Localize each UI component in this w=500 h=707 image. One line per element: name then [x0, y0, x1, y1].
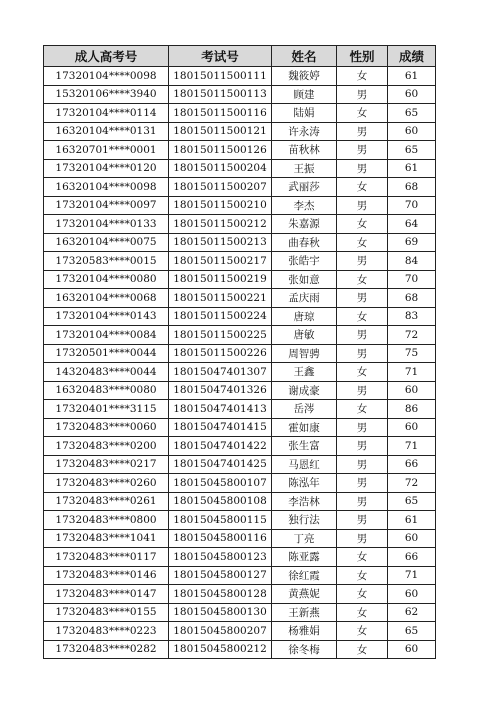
cell-gender: 女 [337, 585, 388, 604]
table-row [44, 603, 436, 622]
cell-score: 71 [388, 363, 436, 382]
cell-test-number: 18015047401413 [169, 400, 272, 419]
cell-exam-id: 17320104****0084 [44, 326, 169, 345]
table-row [44, 289, 436, 308]
table-row [44, 67, 436, 86]
cell-score: 66 [388, 455, 436, 474]
cell-test-number: 18015011500225 [169, 326, 272, 345]
table-row [44, 159, 436, 178]
cell-gender: 男 [337, 437, 388, 456]
cell-name: 张如意 [272, 270, 337, 289]
cell-gender: 男 [337, 289, 388, 308]
column-header-test-number: 考试号 [169, 46, 272, 67]
cell-exam-id: 17320104****0097 [44, 196, 169, 215]
cell-gender: 女 [337, 400, 388, 419]
cell-name: 周智骋 [272, 344, 337, 363]
cell-test-number: 18015011500210 [169, 196, 272, 215]
cell-gender: 女 [337, 548, 388, 567]
table-row [44, 511, 436, 530]
cell-score: 68 [388, 289, 436, 308]
cell-test-number: 18015011500204 [169, 159, 272, 178]
table-row [44, 85, 436, 104]
cell-exam-id: 17320483****0260 [44, 474, 169, 493]
cell-name: 徐冬梅 [272, 640, 337, 659]
cell-gender: 男 [337, 474, 388, 493]
table-row [44, 640, 436, 659]
table-row [44, 233, 436, 252]
cell-name: 李浩林 [272, 492, 337, 511]
cell-gender: 女 [337, 104, 388, 123]
cell-exam-id: 17320583****0015 [44, 252, 169, 271]
cell-gender: 男 [337, 529, 388, 548]
cell-exam-id: 17320483****1041 [44, 529, 169, 548]
cell-name: 谢成豪 [272, 381, 337, 400]
cell-test-number: 18015045800123 [169, 548, 272, 567]
cell-exam-id: 17320104****0120 [44, 159, 169, 178]
cell-gender: 男 [337, 122, 388, 141]
table-row [44, 455, 436, 474]
cell-score: 71 [388, 566, 436, 585]
table-row [44, 437, 436, 456]
cell-gender: 男 [337, 511, 388, 530]
cell-exam-id: 17320501****0044 [44, 344, 169, 363]
cell-score: 70 [388, 270, 436, 289]
cell-gender: 男 [337, 252, 388, 271]
cell-score: 68 [388, 178, 436, 197]
cell-test-number: 18015047401425 [169, 455, 272, 474]
cell-score: 61 [388, 511, 436, 530]
cell-test-number: 18015045800115 [169, 511, 272, 530]
cell-test-number: 18015011500212 [169, 215, 272, 234]
cell-score: 66 [388, 548, 436, 567]
cell-name: 王新燕 [272, 603, 337, 622]
cell-name: 魏筱婷 [272, 67, 337, 86]
column-header-score: 成绩 [388, 46, 436, 67]
cell-name: 许永涛 [272, 122, 337, 141]
cell-gender: 男 [337, 455, 388, 474]
cell-name: 杨雅娟 [272, 622, 337, 641]
cell-name: 黄燕妮 [272, 585, 337, 604]
cell-name: 苗秋林 [272, 141, 337, 160]
table-row [44, 344, 436, 363]
cell-test-number: 18015045800127 [169, 566, 272, 585]
cell-score: 60 [388, 381, 436, 400]
cell-name: 王鑫 [272, 363, 337, 382]
cell-gender: 女 [337, 640, 388, 659]
cell-gender: 女 [337, 307, 388, 326]
cell-gender: 男 [337, 344, 388, 363]
cell-gender: 女 [337, 566, 388, 585]
cell-gender: 女 [337, 67, 388, 86]
cell-score: 61 [388, 67, 436, 86]
cell-gender: 女 [337, 215, 388, 234]
cell-test-number: 18015011500126 [169, 141, 272, 160]
cell-exam-id: 17320104****0080 [44, 270, 169, 289]
cell-test-number: 18015011500224 [169, 307, 272, 326]
cell-exam-id: 17320483****0261 [44, 492, 169, 511]
cell-name: 唐琼 [272, 307, 337, 326]
cell-score: 84 [388, 252, 436, 271]
cell-score: 65 [388, 492, 436, 511]
cell-score: 60 [388, 640, 436, 659]
cell-gender: 男 [337, 381, 388, 400]
cell-name: 张生富 [272, 437, 337, 456]
cell-score: 69 [388, 233, 436, 252]
cell-score: 86 [388, 400, 436, 419]
cell-exam-id: 16320104****0068 [44, 289, 169, 308]
header-row [44, 46, 436, 67]
cell-name: 孟庆雨 [272, 289, 337, 308]
cell-name: 唐敏 [272, 326, 337, 345]
cell-name: 独行法 [272, 511, 337, 530]
cell-exam-id: 17320104****0114 [44, 104, 169, 123]
cell-test-number: 18015045800128 [169, 585, 272, 604]
table-row [44, 566, 436, 585]
cell-exam-id: 17320483****0147 [44, 585, 169, 604]
cell-score: 71 [388, 437, 436, 456]
cell-exam-id: 16320104****0075 [44, 233, 169, 252]
cell-exam-id: 15320106****3940 [44, 85, 169, 104]
cell-test-number: 18015045800207 [169, 622, 272, 641]
cell-score: 65 [388, 104, 436, 123]
table-row [44, 585, 436, 604]
table-row [44, 215, 436, 234]
cell-score: 60 [388, 122, 436, 141]
cell-name: 朱嘉源 [272, 215, 337, 234]
cell-score: 72 [388, 474, 436, 493]
cell-exam-id: 17320104****0098 [44, 67, 169, 86]
cell-exam-id: 17320483****0155 [44, 603, 169, 622]
cell-name: 陆娟 [272, 104, 337, 123]
cell-test-number: 18015047401422 [169, 437, 272, 456]
cell-exam-id: 17320401****3115 [44, 400, 169, 419]
cell-score: 83 [388, 307, 436, 326]
cell-test-number: 18015011500111 [169, 67, 272, 86]
cell-test-number: 18015045800116 [169, 529, 272, 548]
cell-exam-id: 17320483****0800 [44, 511, 169, 530]
cell-test-number: 18015045800130 [169, 603, 272, 622]
cell-gender: 女 [337, 270, 388, 289]
cell-name: 陈泓年 [272, 474, 337, 493]
cell-gender: 女 [337, 233, 388, 252]
table-row [44, 474, 436, 493]
cell-gender: 女 [337, 603, 388, 622]
column-header-name: 姓名 [272, 46, 337, 67]
cell-test-number: 18015011500219 [169, 270, 272, 289]
cell-test-number: 18015011500217 [169, 252, 272, 271]
cell-score: 60 [388, 529, 436, 548]
cell-test-number: 18015011500121 [169, 122, 272, 141]
cell-exam-id: 17320104****0143 [44, 307, 169, 326]
cell-test-number: 18015047401307 [169, 363, 272, 382]
cell-test-number: 18015011500213 [169, 233, 272, 252]
table-row [44, 622, 436, 641]
cell-name: 曲春秋 [272, 233, 337, 252]
cell-exam-id: 17320483****0282 [44, 640, 169, 659]
cell-gender: 女 [337, 622, 388, 641]
cell-exam-id: 16320104****0098 [44, 178, 169, 197]
cell-gender: 男 [337, 326, 388, 345]
cell-exam-id: 16320483****0080 [44, 381, 169, 400]
table-row [44, 529, 436, 548]
cell-gender: 男 [337, 196, 388, 215]
table-row [44, 326, 436, 345]
cell-score: 65 [388, 622, 436, 641]
cell-name: 张皓宇 [272, 252, 337, 271]
cell-test-number: 18015045800212 [169, 640, 272, 659]
table-row [44, 252, 436, 271]
cell-gender: 男 [337, 159, 388, 178]
table-row [44, 122, 436, 141]
cell-test-number: 18015011500116 [169, 104, 272, 123]
cell-gender: 男 [337, 492, 388, 511]
table-row [44, 307, 436, 326]
cell-name: 武丽莎 [272, 178, 337, 197]
cell-gender: 男 [337, 141, 388, 160]
cell-score: 70 [388, 196, 436, 215]
cell-name: 霍如康 [272, 418, 337, 437]
cell-score: 60 [388, 85, 436, 104]
cell-exam-id: 16320104****0131 [44, 122, 169, 141]
cell-exam-id: 17320483****0117 [44, 548, 169, 567]
cell-exam-id: 17320483****0060 [44, 418, 169, 437]
cell-exam-id: 17320483****0223 [44, 622, 169, 641]
column-header-gender: 性别 [337, 46, 388, 67]
table-row [44, 418, 436, 437]
column-header-exam-id: 成人高考号 [44, 46, 169, 67]
cell-name: 徐红霞 [272, 566, 337, 585]
cell-gender: 男 [337, 85, 388, 104]
table-row [44, 363, 436, 382]
cell-score: 62 [388, 603, 436, 622]
cell-exam-id: 17320104****0133 [44, 215, 169, 234]
table-row [44, 270, 436, 289]
cell-exam-id: 16320701****0001 [44, 141, 169, 160]
cell-test-number: 18015047401415 [169, 418, 272, 437]
cell-score: 60 [388, 418, 436, 437]
table-row [44, 400, 436, 419]
cell-exam-id: 17320483****0200 [44, 437, 169, 456]
cell-score: 75 [388, 344, 436, 363]
cell-test-number: 18015045800108 [169, 492, 272, 511]
cell-score: 61 [388, 159, 436, 178]
score-table [43, 45, 436, 659]
cell-test-number: 18015011500113 [169, 85, 272, 104]
cell-score: 64 [388, 215, 436, 234]
cell-test-number: 18015047401326 [169, 381, 272, 400]
cell-name: 顾建 [272, 85, 337, 104]
cell-gender: 女 [337, 363, 388, 382]
table-row [44, 548, 436, 567]
cell-test-number: 18015011500221 [169, 289, 272, 308]
cell-gender: 女 [337, 178, 388, 197]
cell-score: 60 [388, 585, 436, 604]
cell-exam-id: 14320483****0044 [44, 363, 169, 382]
cell-name: 王振 [272, 159, 337, 178]
cell-name: 丁亮 [272, 529, 337, 548]
cell-exam-id: 17320483****0217 [44, 455, 169, 474]
cell-test-number: 18015011500226 [169, 344, 272, 363]
cell-name: 陈亚露 [272, 548, 337, 567]
cell-name: 岳涔 [272, 400, 337, 419]
cell-exam-id: 17320483****0146 [44, 566, 169, 585]
cell-score: 72 [388, 326, 436, 345]
table-row [44, 196, 436, 215]
table-row [44, 141, 436, 160]
table-row [44, 492, 436, 511]
table-row [44, 104, 436, 123]
cell-gender: 男 [337, 418, 388, 437]
cell-test-number: 18015045800107 [169, 474, 272, 493]
cell-test-number: 18015011500207 [169, 178, 272, 197]
cell-name: 李杰 [272, 196, 337, 215]
cell-score: 65 [388, 141, 436, 160]
cell-name: 马恩红 [272, 455, 337, 474]
table-row [44, 178, 436, 197]
table-row [44, 381, 436, 400]
